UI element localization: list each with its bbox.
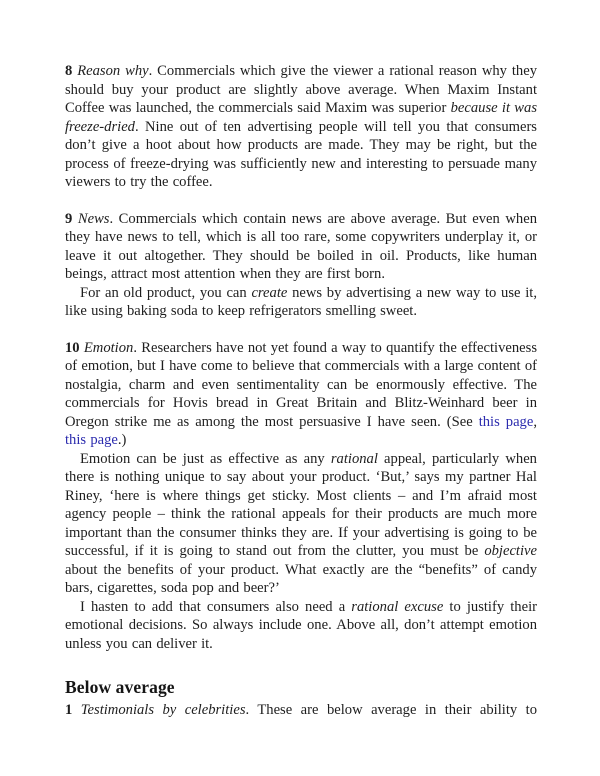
text-segment: For an old product, you can [80,284,252,301]
text-segment: . Commercials which contain news are above average. But even when they have news to tell, which is all too rare, some copywriters underplay it, or leave it out altogether. They should be boiled in oil. Products, like human beings, attract most attention when they are first born. [65,210,537,282]
text-segment: 9 [65,210,73,227]
text-segment: 1 [65,702,73,718]
text-segment: Emotion [83,339,134,356]
text-segment: Testimonials by celebrities [80,702,246,718]
page-content [65,62,537,720]
text-segment: news by advertising a new way to use it, like using baking soda to keep refrigerators smelling sweet. [65,284,537,319]
paragraph [65,450,537,598]
text-segment: . These are below average in their ability to [245,702,538,718]
paragraph [65,62,537,192]
text-segment: Emotion can be just as effective as any [80,450,331,467]
text-segment: . Commercials which give the viewer a rational reason why they should buy your product are slightly above average. When Maxim Instant Coffee was launched, the commercials said Maxim was superior [65,63,537,116]
paragraph [65,598,537,654]
text-segment: .) [117,432,127,448]
text-segment: rational [330,450,378,467]
text-segment: News [77,210,110,227]
text-segment: 10 [65,339,80,356]
text-segment: appeal, particularly when there is nothing unique to say about your product. ‘But,’ says my partner Hal Riney, ‘here is where things get sticky. Most clients – and I’m afraid most agency people – think the rational appeals for their products are much more important than the consumer thinks they are. If your advertising is going to be successful, if it is going to stand out from the clutter, you must be [65,450,537,559]
paragraph [65,701,537,720]
text-segment: create [251,284,288,301]
cross-reference-link[interactable]: this page [478,413,534,430]
text-segment: because it was freeze-dried [65,100,538,135]
text-segment: . Nine out of ten advertising people will tell you that consumers don’t give a hoot about how products are made. They may be right, but the process of freeze-drying was sufficiently new and interesting to persuade many viewers to try the coffee. [65,118,537,190]
text-segment: I hasten to add that consumers also need a [80,598,352,615]
text-segment: . Researchers have not yet found a way to quantify the effectiveness of emotion, but I have come to believe that commercials with a large content of nostalgia, charm and even sentimentality can be enormously effective. The commercials for Hovis bread in Great Britain and Blitz-Weinhard beer in Oregon strike me as among the most persuasive I have seen. (See [65,339,538,430]
paragraph [65,339,537,450]
text-segment: 8 [65,63,73,79]
paragraph [65,284,537,321]
text-segment [72,702,80,718]
text-segment: about the benefits of your product. What exactly are the “benefits” of candy bars, cigarettes, soda pop and beer?’ [65,561,537,596]
text-segment: to justify their emotional decisions. So always include one. Above all, don’t attempt emotion unless you can deliver it. [65,598,537,652]
text-segment: objective [484,543,537,559]
section-heading: Below average [65,677,175,697]
text-segment: rational excuse [351,598,444,615]
text-segment: Reason why [77,63,149,79]
cross-reference-link[interactable]: this page [65,432,118,448]
paragraph [65,210,537,284]
text-segment: , [533,413,537,430]
